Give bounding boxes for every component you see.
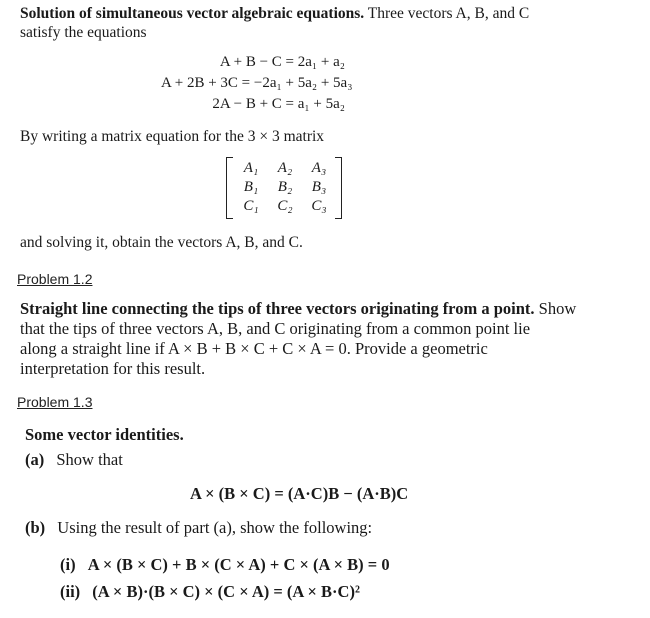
matrix-left-bracket	[226, 157, 233, 219]
part-b-item-i	[60, 555, 390, 575]
equation-1: A + B − C = 2a₁ + a₂	[219, 54, 345, 70]
problem-1-2-label: Problem 1.2	[17, 271, 93, 287]
part-a-marker: (a)	[25, 450, 45, 469]
equation-2: A + 2B + 3C = −2a₁ + 5a₂ + 5a₃	[161, 75, 353, 91]
matrix-right-bracket	[335, 157, 342, 219]
coefficient-matrix	[226, 157, 342, 219]
problem-1-2-title: Straight line connecting the tips of three vectors originating from a point.	[20, 299, 535, 318]
matrix-table	[234, 159, 336, 216]
matrix-cell: B₁	[243, 179, 259, 195]
part-a	[25, 450, 123, 470]
problem-1-1-closing: and solving it, obtain the vectors A, B, and C.	[20, 234, 303, 251]
matrix-cell: A₂	[277, 160, 293, 176]
problem-1-1-intro-rest: Three vectors A, B, and C	[364, 5, 530, 22]
vector-identity: A × (B × C) = (A·C)B − (A·B)C	[190, 484, 409, 503]
item-i-expr: A × (B × C) + B × (C × A) + C × (A × B) = 0	[87, 555, 390, 574]
part-a-text: Show that	[56, 450, 123, 469]
matrix-cell: A₁	[243, 160, 259, 176]
problem-1-2-line3: along a straight line if A × B + B × C + C × A = 0. Provide a geometric	[20, 339, 488, 358]
item-ii-expr: (A × B)·(B × C) × (C × A) = (A × B·C)²	[92, 582, 360, 601]
matrix-prompt: By writing a matrix equation for the 3 × 3 matrix	[20, 128, 325, 145]
part-b	[25, 518, 372, 538]
matrix-cell: A₃	[311, 160, 327, 176]
matrix-cell: C₁	[243, 198, 259, 214]
problem-1-3-label: Problem 1.3	[17, 394, 93, 410]
problem-1-2-line4: interpretation for this result.	[20, 359, 206, 378]
problem-1-2-line2: that the tips of three vectors A, B, and C originating from a common point lie	[20, 319, 531, 338]
part-b-marker: (b)	[25, 518, 46, 537]
matrix-row	[234, 197, 336, 216]
matrix-row	[234, 178, 336, 197]
problem-1-1-intro-line1	[20, 4, 529, 23]
problem-1-1-title: Solution of simultaneous vector algebraic equations.	[20, 5, 365, 22]
problem-1-3-title: Some vector identities.	[25, 425, 184, 444]
matrix-cell: C₃	[311, 198, 327, 214]
matrix-cell: B₂	[277, 179, 293, 195]
problem-1-1-intro-line2: satisfy the equations	[20, 24, 147, 41]
equation-3: 2A − B + C = a₁ + 5a₂	[212, 96, 345, 112]
problem-1-2-line1-rest: Show	[534, 299, 577, 318]
matrix-cell: C₂	[277, 198, 293, 214]
part-b-text: Using the result of part (a), show the following:	[57, 518, 373, 537]
item-i-marker: (i)	[60, 555, 76, 574]
problem-1-2-line1	[20, 299, 576, 319]
part-b-item-ii	[60, 582, 360, 602]
item-ii-marker: (ii)	[60, 582, 81, 601]
matrix-row	[234, 159, 336, 178]
matrix-cell: B₃	[311, 179, 327, 195]
